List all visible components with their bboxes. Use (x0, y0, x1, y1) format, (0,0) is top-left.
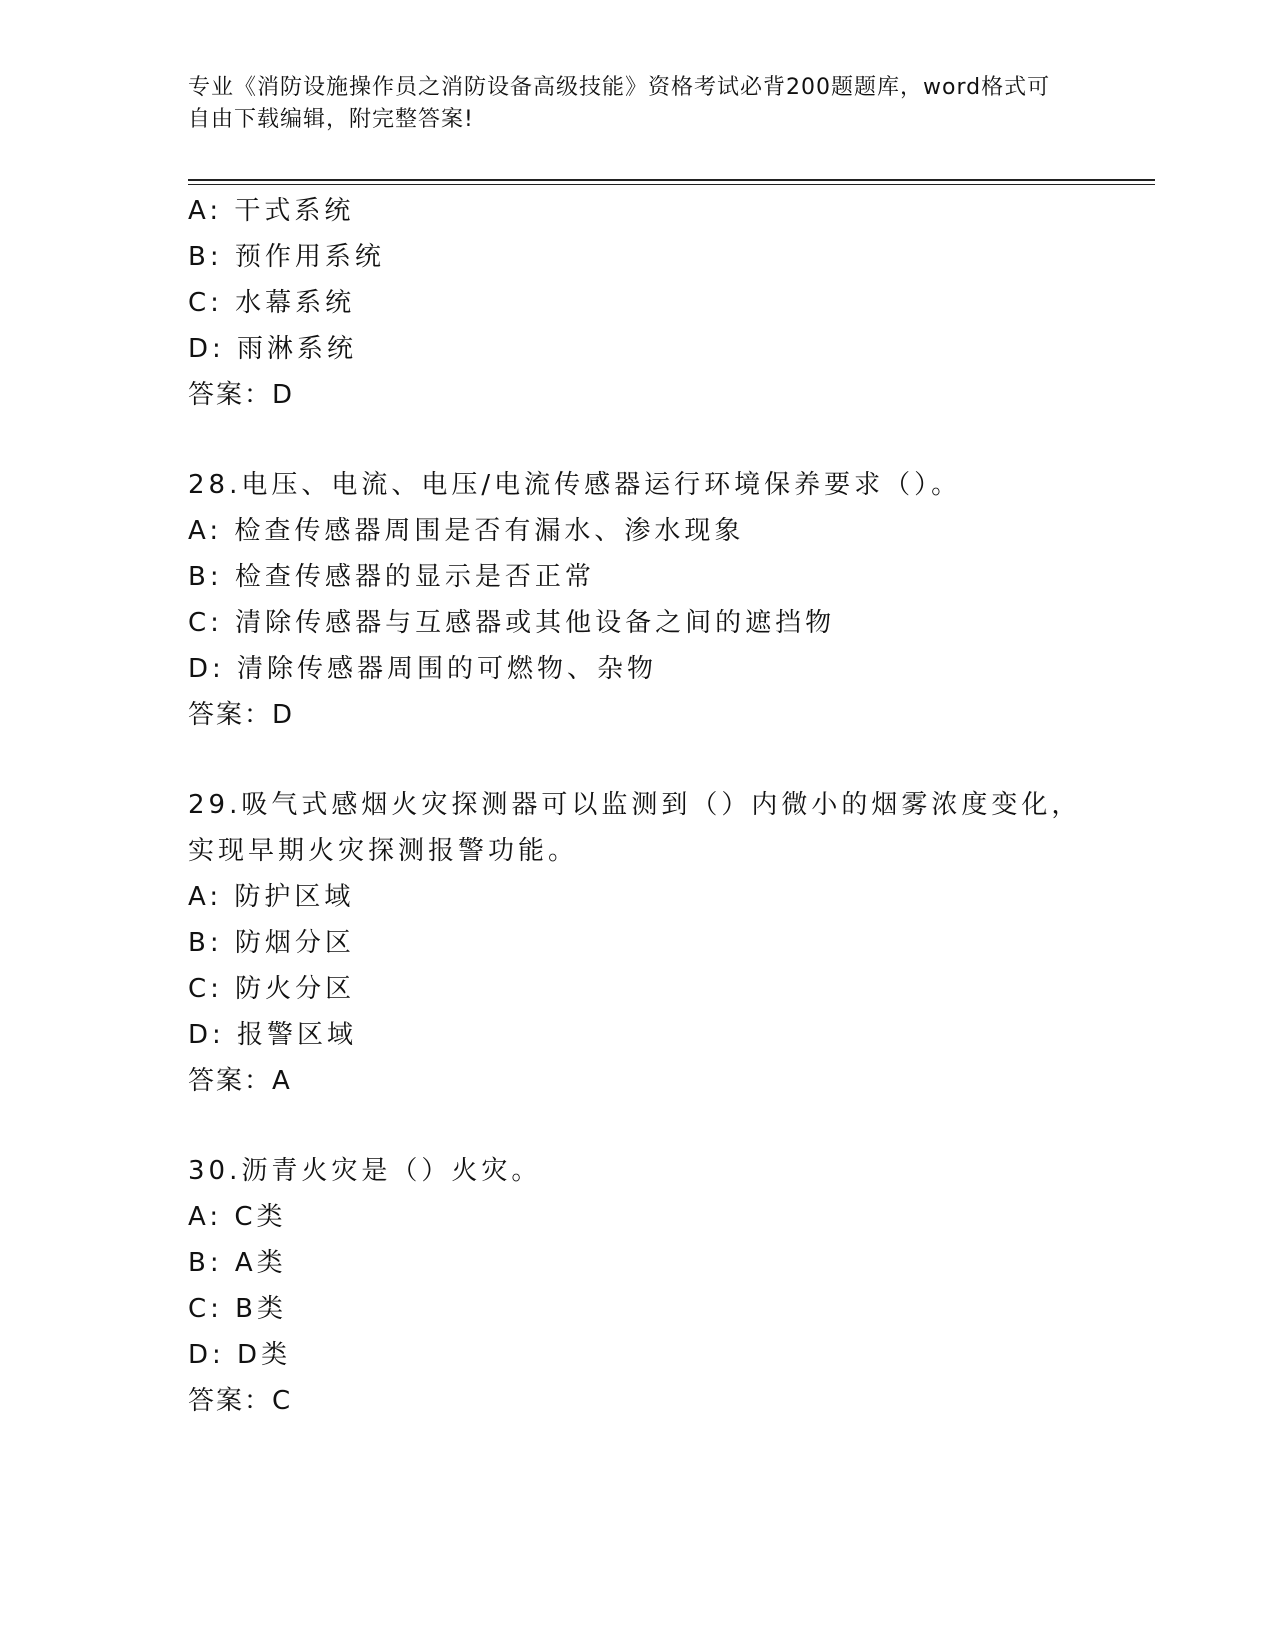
question-stem: 30.沥青火灾是（）火灾。 (188, 1156, 542, 1186)
option-d: D: 清除传感器周围的可燃物、杂物 (188, 654, 658, 684)
option-d: D: D类 (188, 1340, 292, 1370)
option-b: B: 防烟分区 (188, 928, 355, 958)
option-c: C: 防火分区 (188, 974, 356, 1004)
option-d: D: 雨淋系统 (188, 334, 358, 364)
question-28 (188, 462, 1148, 738)
option-c: C: 水幕系统 (188, 288, 356, 318)
spacer (188, 1104, 1148, 1148)
option-b: B: 检查传感器的显示是否正常 (188, 562, 595, 592)
question-stem: 29.吸气式感烟火灾探测器可以监测到（）内微小的烟雾浓度变化，实现早期火灾探测报警功能。 (188, 790, 1082, 866)
option-a: A: C类 (188, 1202, 287, 1232)
header-divider-thick (188, 179, 1155, 181)
answer: 答案：C (188, 1386, 293, 1416)
answer: 答案：D (188, 700, 295, 730)
option-c: C: B类 (188, 1294, 288, 1324)
option-b: B: A类 (188, 1248, 287, 1278)
question-stem: 28.电压、电流、电压/电流传感器运行环境保养要求（）。 (188, 470, 962, 500)
option-a: A: 干式系统 (188, 196, 355, 226)
option-d: D: 报警区域 (188, 1020, 358, 1050)
question-29 (188, 782, 1148, 1104)
spacer (188, 418, 1148, 462)
question-27 (188, 188, 1148, 418)
question-list (188, 188, 1148, 1424)
spacer (188, 738, 1148, 782)
document-header: 专业《消防设施操作员之消防设备高级技能》资格考试必背200题题库，word格式可自由下载编辑，附完整答案! (188, 75, 1051, 132)
answer: 答案：D (188, 380, 295, 410)
option-a: A: 防护区域 (188, 882, 355, 912)
question-30 (188, 1148, 1148, 1424)
header-divider-thin (188, 184, 1155, 185)
option-a: A: 检查传感器周围是否有漏水、渗水现象 (188, 516, 745, 546)
option-c: C: 清除传感器与互感器或其他设备之间的遮挡物 (188, 608, 836, 638)
option-b: B: 预作用系统 (188, 242, 385, 272)
answer: 答案：A (188, 1066, 292, 1096)
